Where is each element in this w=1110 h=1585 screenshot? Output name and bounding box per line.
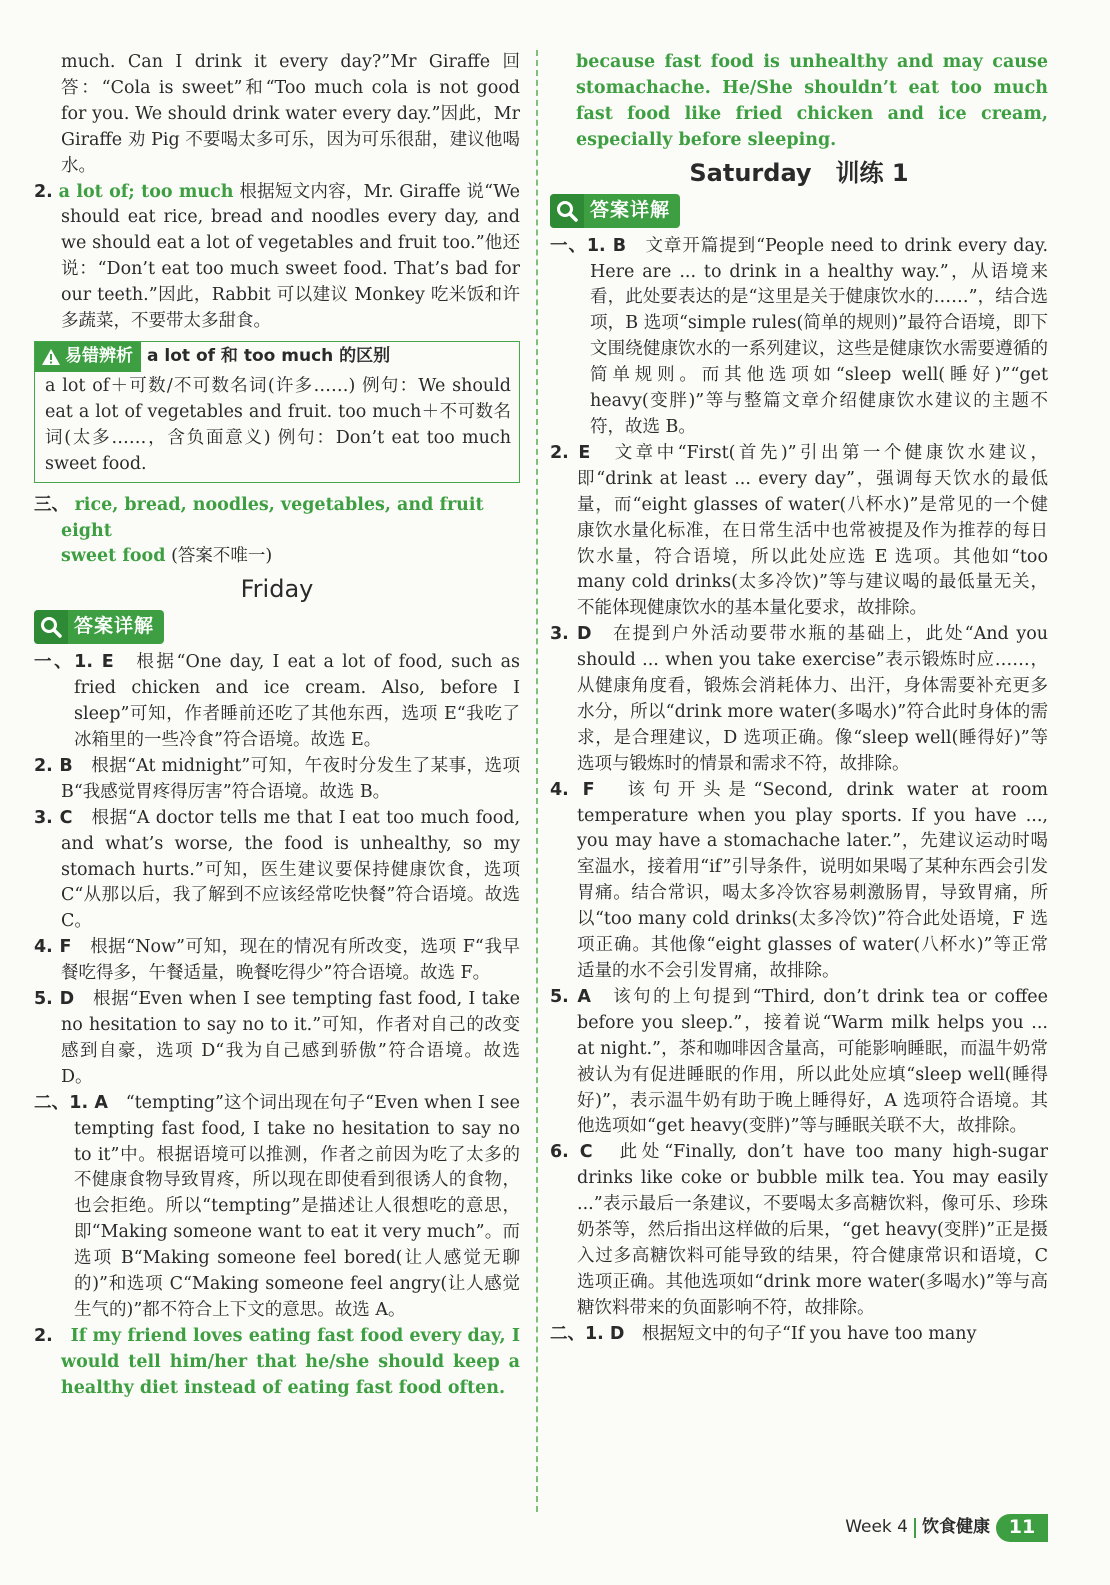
- saturday-q5-text: 该句的上句提到“Third, don’t drink tea or coffee before you sleep.”，接着说“Warm milk helps you ... at night.”，茶和咖啡因含量高，可能影响睡眠，而温牛奶常被认为有促进睡眠的作用，所以此处应填“sleep well(睡得好)”，表示温牛奶有助于晚上睡得好，A 选项符合语境。其他选项如“get heavy(变胖)”等与睡眠关联不大，故排除。: [577, 986, 1049, 1137]
- section-3-line-2: eight: [61, 520, 112, 541]
- friday-q4-number: 4. F: [34, 937, 72, 958]
- friday-q4-text: 根据“Now”可知，现在的情况有所改变，选项 F“我早餐吃得多，午餐适量，晚餐吃得少”符合语境。故选 F。: [61, 937, 521, 984]
- friday-q3-text: 根据“A doctor tells me that I eat too much food, and what’s worse, the food is unhealthy, so my stomach hurts.”可知，医生建议要保持健康饮食，选项 C“从那以后，我了解到不应该经常吃快餐”符合语境。故选 C。: [61, 807, 521, 932]
- section-3-answer: [34, 493, 520, 571]
- friday-q4: [34, 935, 520, 987]
- saturday-q4-number: 4. F: [550, 779, 595, 800]
- friday-q2-number: 2. B: [34, 755, 73, 776]
- search-icon: [34, 610, 68, 644]
- friday-answer-badge: [34, 610, 164, 644]
- saturday-q5: [550, 985, 1048, 1140]
- footer-week: Week 4: [845, 1517, 908, 1538]
- friday-part2-q1: [34, 1091, 520, 1324]
- saturday-heading: Saturday 训练 1: [689, 158, 909, 187]
- q1-continuation: much. Can I drink it every day?”Mr Giraffe 回答：“Cola is sweet”和“Too much cola is not good for you. We should drink water every day.”因此，Mr Giraffe 劝 Pig 不要喝太多可乐，因为可乐很甜，建议他喝水。: [61, 52, 520, 176]
- saturday-q6: [550, 1140, 1048, 1321]
- page-footer: [839, 1514, 1048, 1542]
- friday-q2-text: 根据“At midnight”可知，午夜时分发生了某事，选项 B“我感觉胃疼得厉害”符合语境。故选 B。: [61, 755, 520, 802]
- footer-theme: 饮食健康: [922, 1517, 990, 1538]
- warning-icon: [41, 348, 61, 366]
- left-column: [34, 50, 520, 1402]
- page-number: 11: [996, 1514, 1048, 1542]
- saturday-q6-text: 此处“Finally, don’t have too many high-sugar drinks like coke or bubble milk tea. You may easily ...”表示最后一条建议，不要喝太多高糖饮料，像可乐、珍珠奶茶等，然后指出这样做的后果，“get heavy(变胖)”正是摄入过多高糖饮料可能导致的结果，符合健康常识和语境，C 选项正确。其他选项如“drink more water(多喝水)”等与高糖饮料带来的负面影响不符，故排除。: [577, 1142, 1048, 1318]
- saturday-q3: [550, 622, 1048, 777]
- saturday-q3-number: 3. D: [550, 624, 592, 645]
- saturday-q1: [550, 234, 1048, 441]
- friday-q3-number: 3. C: [34, 807, 73, 828]
- column-divider: [536, 50, 538, 1512]
- friday-part2-q2-answer: If my friend loves eating fast food every day, I would tell him/her that he/she should keep a healthy diet instead of eating fast food often.: [61, 1325, 521, 1398]
- saturday-q2-number: 2. E: [550, 442, 591, 463]
- q2-green-answer: a lot of; too much: [58, 181, 234, 202]
- search-icon: [550, 194, 584, 228]
- friday-part2-q2-number: 2.: [34, 1325, 53, 1346]
- saturday-q4: [550, 778, 1048, 985]
- saturday-badge-label: 答案详解: [590, 198, 671, 221]
- saturday-part2-q1-number: 二、1. D: [550, 1323, 625, 1344]
- friday-q1-number: 一、1. E: [34, 652, 114, 673]
- saturday-q4-text: 该句开头是“Second, drink water at room temperature when you play sports. If you have ..., you may have a stomachache later.”，先建议运动时喝室温水，接着用“if”引导条件，说明如果喝了某种东西会引发胃痛。结合常识，喝太多冷饮容易刺激肠胃，导致胃痛，所以“too many cold drinks(太多冷饮)”符合此处语境，F 选项正确。其他像“eight glasses of water(八杯水)”等正常适量的水不会引发胃痛，故排除。: [577, 779, 1049, 981]
- tip-body: a lot of＋可数/不可数名词(许多……) 例句：We should eat a lot of vegetables and fruit. too much＋不可数名词(太多……，含负面意义) 例句：Don’t eat too much sweet food.: [45, 375, 511, 474]
- saturday-q1-text: 文章开篇提到“People need to drink every day. Here are ... to drink in a healthy way.”，从语境来看，此处要表达的是“这里是关于健康饮水的……”，结合选项，B 选项“simple rules(简单的规则)”最符合语境，即下文围绕健康饮水的一系列建议，这些是健康饮水需要遵循的简单规则。而其他选项如“sleep well(睡好)”“get heavy(变胖)”等与整篇文章介绍健康饮水建议的主题不符，故选 B。: [590, 235, 1049, 437]
- right-column: [550, 50, 1048, 1348]
- saturday-part2-q1-text: 根据短文中的句子“If you have too many: [641, 1323, 977, 1344]
- friday-part2-q1-number: 二、1. A: [34, 1092, 108, 1113]
- tip-title: a lot of 和 too much 的区别: [147, 346, 391, 367]
- q2-answer: [34, 180, 520, 335]
- tip-box-header: [35, 342, 519, 372]
- saturday-part2-q1: [550, 1322, 1048, 1348]
- friday-q5: [34, 987, 520, 1091]
- friday-part2-q2: [34, 1324, 520, 1402]
- tip-box: [34, 341, 520, 483]
- q2-explanation: 根据短文内容，Mr. Giraffe 说“We should eat rice, bread and noodles every day, and we should eat a lot of vegetables and fruit too.”他还说：“Don’t eat too much sweet food. That’s bad for our teeth.”因此，Rabbit 可以建议 Monkey 吃米饭和许多蔬菜，不要带太多甜食。: [61, 181, 520, 332]
- saturday-q5-number: 5. A: [550, 986, 591, 1007]
- friday-q5-text: 根据“Even when I see tempting fast food, I take no hesitation to say no to it.”可知，作者对自己的改变感到自豪，选项 D“我为自己感到骄傲”符合语境。故选 D。: [61, 989, 521, 1087]
- friday-q2: [34, 754, 520, 806]
- section-3-line-1: rice, bread, noodles, vegetables, and fruit: [74, 494, 484, 515]
- section-3-line-3: sweet food: [61, 546, 166, 567]
- friday-heading: Friday: [240, 575, 314, 604]
- friday-q2-continuation: because fast food is unhealthy and may cause stomachache. He/She shouldn’t eat too much fast food like fried chicken and ice cream, especially before sleeping.: [576, 52, 1048, 150]
- saturday-q6-number: 6. C: [550, 1142, 593, 1163]
- tip-tag-label: 易错辨析: [65, 346, 133, 367]
- section-3-number: 三、: [34, 494, 69, 515]
- section-3-note: (答案不唯一): [171, 546, 273, 567]
- friday-q1: [34, 650, 520, 754]
- friday-badge-label: 答案详解: [74, 615, 155, 638]
- friday-q5-number: 5. D: [34, 989, 75, 1010]
- saturday-q1-number: 一、1. B: [550, 235, 627, 256]
- saturday-answer-badge: [550, 194, 680, 228]
- saturday-q3-text: 在提到户外活动要带水瓶的基础上，此处“And you should ... when you take exercise”表示锻炼时应……，从健康角度看，锻炼会消耗体力、出汗，身体需要补充更多水分，所以“drink more water(多喝水)”符合此时身体的需求，是合理建议，D 选项正确。像“sleep well(睡得好)”等选项与锻炼时的情景和需求不符，故排除。: [577, 624, 1049, 774]
- q2-number: 2.: [34, 181, 53, 202]
- saturday-q2-text: 文章中“First(首先)”引出第一个健康饮水建议，即“drink at least ... every day”，强调每天饮水的最低量，而“eight glasses of water(八杯水)”是常见的一个健康饮水量化标准，在日常生活中也常被提及作为推荐的每日饮水量，符合语境，所以此处应选 E 选项。其他如“too many cold drinks(太多冷饮)”等与建议喝的最低量无关，不能体现健康饮水的基本量化要求，故排除。: [577, 442, 1049, 619]
- friday-q3: [34, 806, 520, 936]
- tip-tag: [35, 342, 141, 372]
- friday-q1-text: 根据“One day, I eat a lot of food, such as fried chicken and ice cream. Also, before I sleep”可知，作者睡前还吃了其他东西，选项 E“我吃了冰箱里的一些冷食”符合语境。故选 E。: [74, 652, 520, 751]
- saturday-q2: [550, 441, 1048, 622]
- friday-part2-q1-text: “tempting”这个词出现在句子“Even when I see tempting fast food, I take no hesitation to say no to it”中。根据语境可以推测，作者之前因为吃了太多的不健康食物导致胃疼，所以现在即使看到很诱人的食物，也会拒绝。所以“tempting”是描述让人很想吃的意思，即“Making someone want to eat it very much”。而选项 B“Making someone feel bored(让人感觉无聊的)”和选项 C“Making someone feel angry(让人感觉生气的)”都不符合上下文的意思。故选 A。: [74, 1092, 521, 1320]
